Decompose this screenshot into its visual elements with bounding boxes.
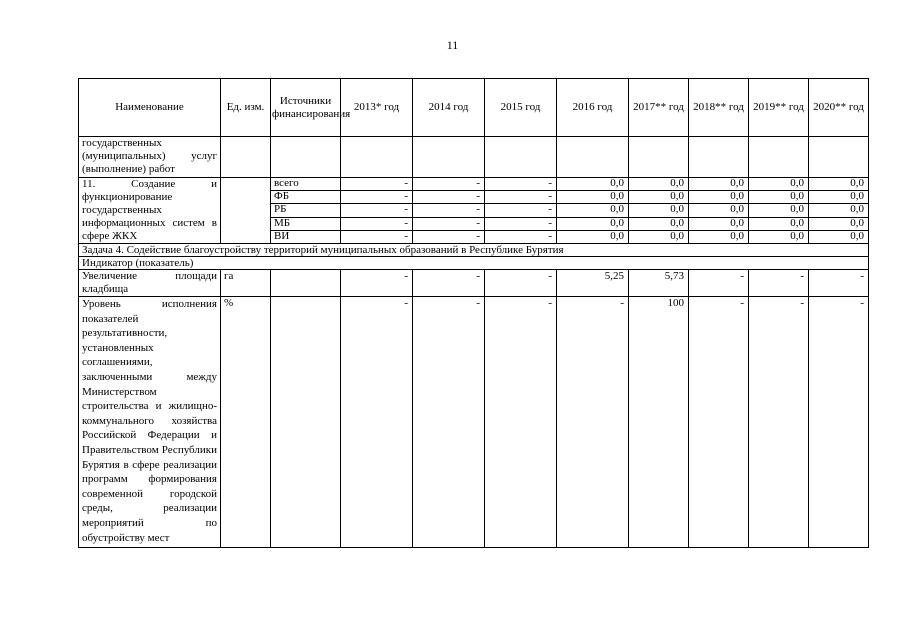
value-cell: - [809,297,869,548]
task-4-heading: Задача 4. Содействие благоустройству территорий муниципальных образований в Республике Бурятия [79,244,869,257]
value-cell: - [749,270,809,297]
table-row [79,270,869,297]
value-cell: - [749,297,809,548]
value-cell: 0,0 [689,178,749,191]
header-year-2019: 2019** год [749,79,809,137]
value-cell: 0,0 [809,178,869,191]
header-name: Наименование [79,79,221,137]
value-cell: 0,0 [629,204,689,217]
value-cell: - [341,297,413,548]
source-cell: МБ [271,217,341,230]
header-year-2017: 2017** год [629,79,689,137]
value-cell: 0,0 [749,217,809,230]
value-cell: - [689,297,749,548]
value-cell: 0,0 [689,204,749,217]
cemetery-name: Увеличение площади кладбища [79,270,221,297]
value-cell: - [413,217,485,230]
value-cell: 0,0 [749,191,809,204]
value-cell: - [413,270,485,297]
value-cell: - [485,230,557,243]
value-cell: - [341,230,413,243]
value-cell: - [341,270,413,297]
header-year-2013: 2013* год [341,79,413,137]
value-cell: 0,0 [629,230,689,243]
value-cell: - [485,217,557,230]
table-row [79,297,869,548]
header-unit: Ед. изм. [221,79,271,137]
header-row [79,79,869,137]
value-cell: - [485,191,557,204]
table-row [79,178,869,191]
value-cell: 0,0 [557,178,629,191]
source-cell: всего [271,178,341,191]
header-year-2016: 2016 год [557,79,629,137]
value-cell: 0,0 [557,191,629,204]
header-year-2020: 2020** год [809,79,869,137]
value-cell: - [413,297,485,548]
value-cell: - [413,204,485,217]
value-cell: - [485,204,557,217]
value-cell: 0,0 [809,230,869,243]
value-cell: 0,0 [809,204,869,217]
source-cell [271,270,341,297]
indicators-table [78,78,869,548]
value-cell: 5,73 [629,270,689,297]
value-cell: - [809,270,869,297]
value-cell: 0,0 [557,230,629,243]
value-cell: 0,0 [689,230,749,243]
value-cell: - [689,270,749,297]
indicator-label: Индикатор (показатель) [79,257,869,270]
page-number: 11 [446,38,459,52]
header-year-2018: 2018** год [689,79,749,137]
value-cell: 0,0 [749,204,809,217]
table-row [79,244,869,257]
value-cell: - [413,191,485,204]
value-cell: - [341,178,413,191]
table-row [79,257,869,270]
unit-cell: % [221,297,271,548]
value-cell: 0,0 [629,191,689,204]
source-cell: ВИ [271,230,341,243]
value-cell: 0,0 [557,217,629,230]
value-cell: - [485,270,557,297]
level-name: Уровень исполнения показателей результативности, установленных соглашениями, заключенными между Министерством строительства и жилищно-коммунального хозяйства Российской Федерации и Правительством Республики Бурятия в сфере реализации программ формирования современной городской среды, реализации мероприятий по обустройству мест [79,297,221,548]
value-cell: 100 [629,297,689,548]
value-cell: 0,0 [749,178,809,191]
value-cell: 0,0 [809,217,869,230]
value-cell: - [341,204,413,217]
value-cell: 5,25 [557,270,629,297]
value-cell: 0,0 [629,178,689,191]
value-cell: - [341,217,413,230]
value-cell: 0,0 [749,230,809,243]
measure-11-name: 11. Создание и функционирование государственных информационных систем в сфере ЖКХ [79,178,221,244]
continuation-name: государственных (муниципальных) услуг (выполнение) работ [79,137,221,178]
value-cell: - [485,297,557,548]
table-row [79,137,869,178]
value-cell: 0,0 [689,217,749,230]
value-cell: 0,0 [809,191,869,204]
header-year-2014: 2014 год [413,79,485,137]
unit-cell: га [221,270,271,297]
source-cell: РБ [271,204,341,217]
source-cell: ФБ [271,191,341,204]
value-cell: - [557,297,629,548]
value-cell: 0,0 [629,217,689,230]
value-cell: - [341,191,413,204]
value-cell: 0,0 [557,204,629,217]
header-year-2015: 2015 год [485,79,557,137]
header-source: Источники финансирования [271,79,341,137]
value-cell: - [413,230,485,243]
value-cell: - [485,178,557,191]
value-cell: 0,0 [689,191,749,204]
value-cell: - [413,178,485,191]
source-cell [271,297,341,548]
